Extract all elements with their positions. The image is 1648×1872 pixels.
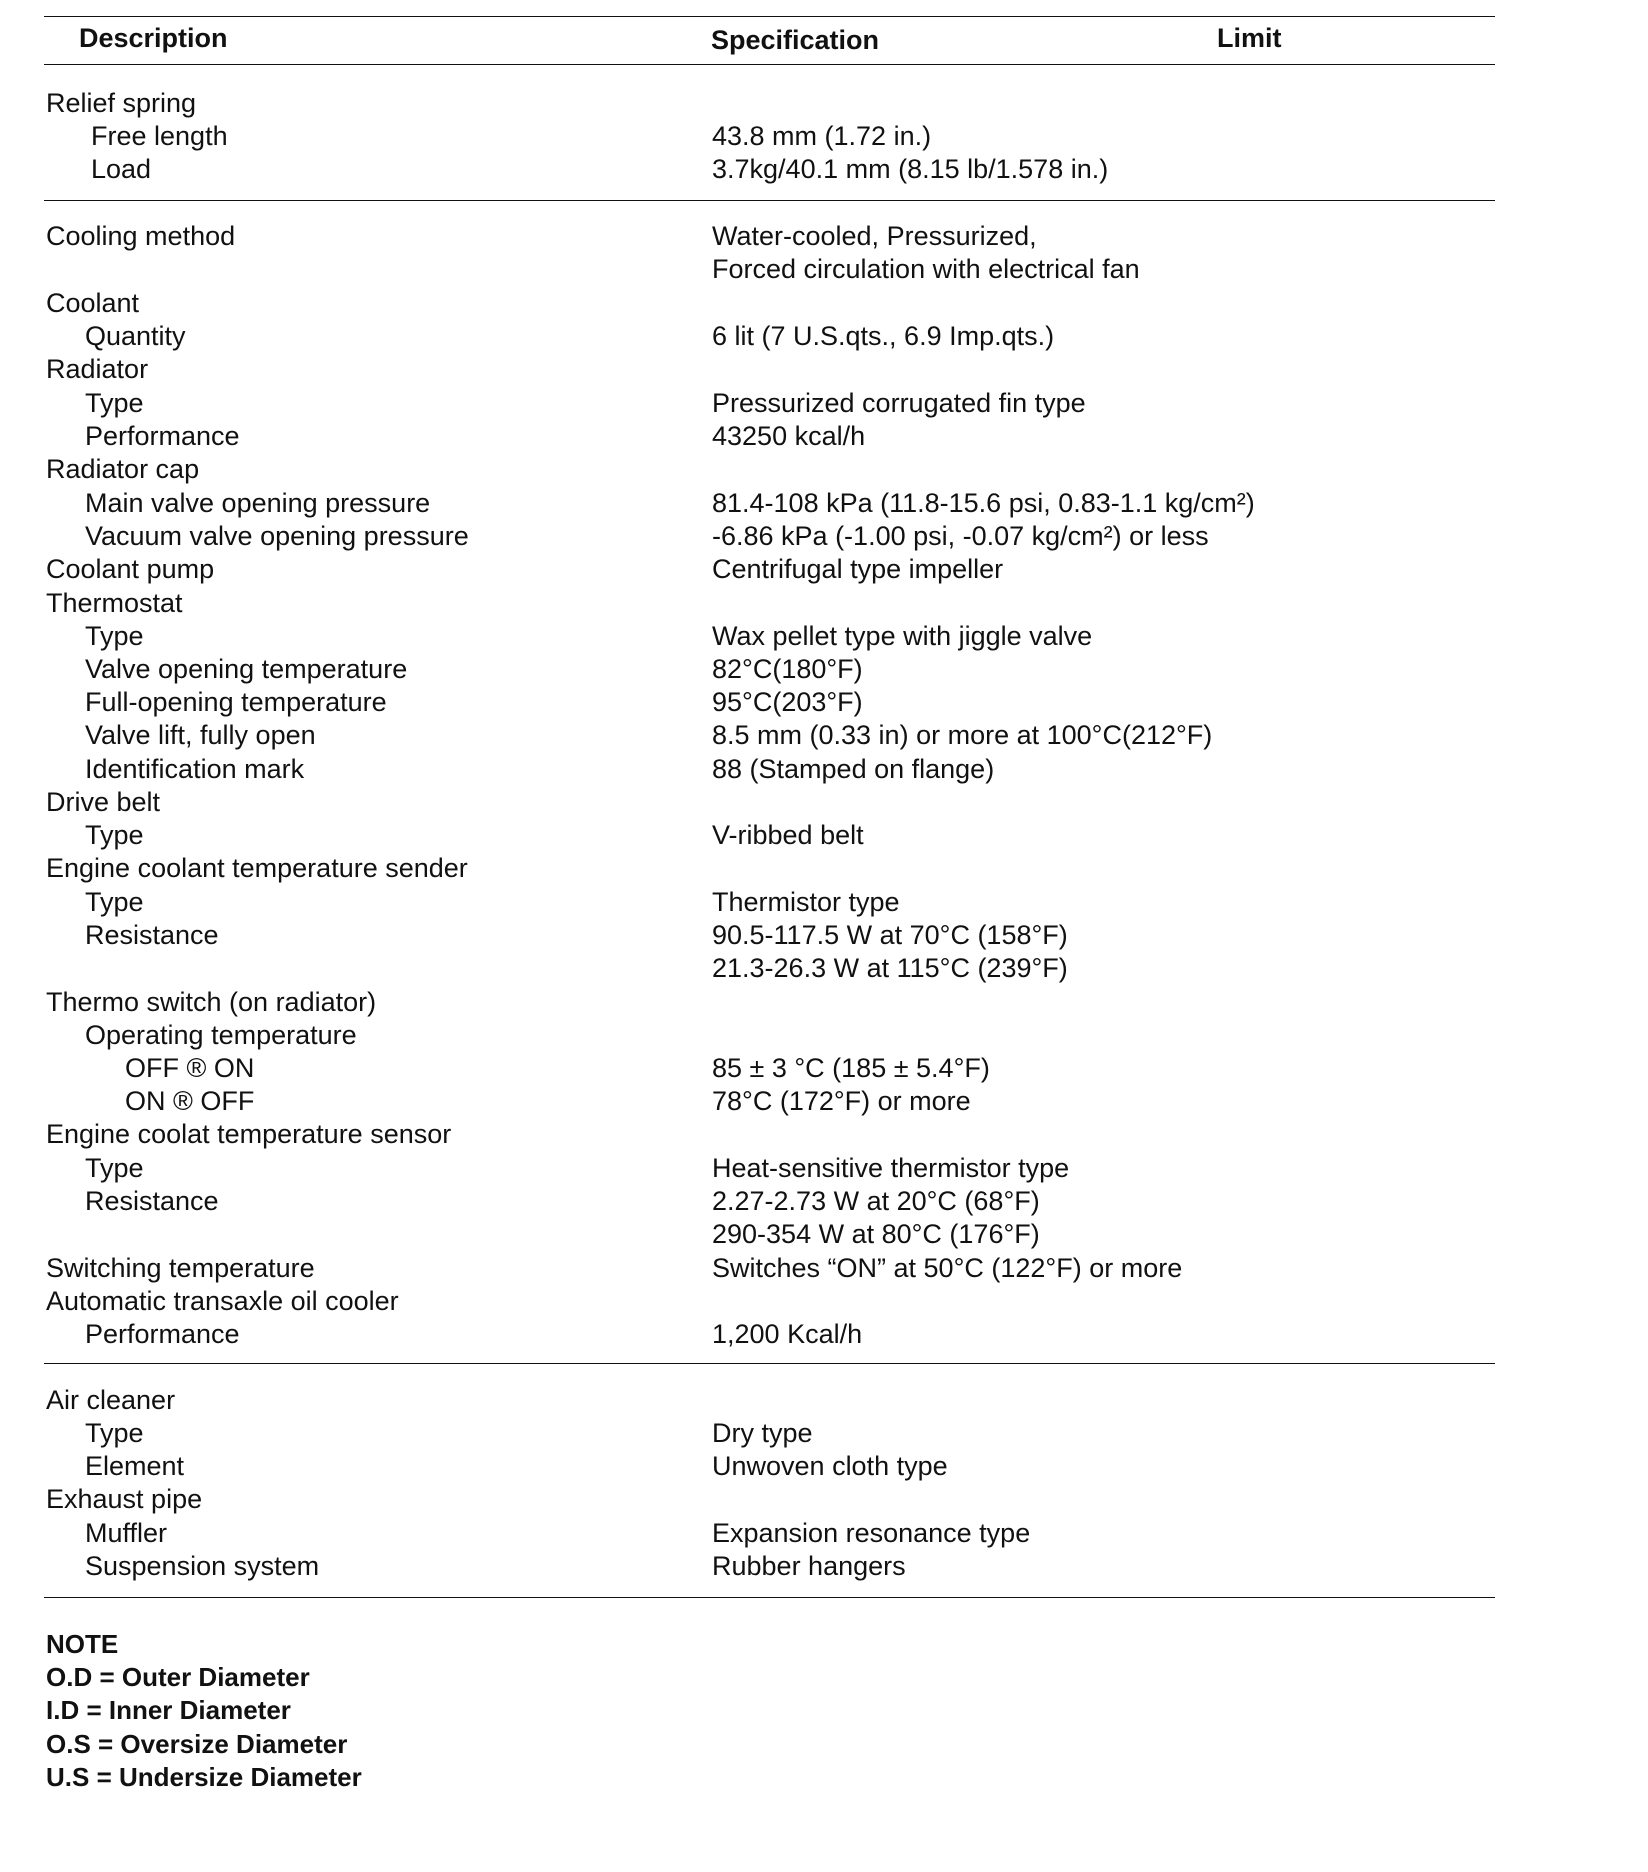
- row-specification: 290-354 W at 80°C (176°F): [712, 1219, 1040, 1249]
- row-description: Air cleaner: [46, 1385, 176, 1415]
- col-header-specification: Specification: [711, 25, 880, 55]
- row-specification: Rubber hangers: [712, 1551, 906, 1581]
- spec-row: [0, 985, 1560, 1019]
- spec-row: [0, 352, 1560, 386]
- row-specification: Centrifugal type impeller: [712, 554, 1004, 584]
- row-description: Performance: [85, 421, 240, 451]
- row-specification: V-ribbed belt: [712, 820, 864, 850]
- row-specification: 78°C (172°F) or more: [712, 1086, 971, 1116]
- spec-row: [0, 1383, 1560, 1417]
- note-line: O.D = Outer Diameter: [46, 1662, 310, 1692]
- row-specification: 1,200 Kcal/h: [712, 1319, 863, 1349]
- row-specification: 43250 kcal/h: [712, 421, 866, 451]
- spec-row: [0, 785, 1560, 819]
- spec-row: [0, 951, 1560, 985]
- spec-row: [0, 1449, 1560, 1483]
- spec-row: [0, 619, 1560, 653]
- row-specification: Forced circulation with electrical fan: [712, 254, 1140, 284]
- row-description: Resistance: [85, 920, 219, 950]
- spec-row: [0, 319, 1560, 353]
- row-specification: -6.86 kPa (-1.00 psi, -0.07 kg/cm²) or less: [712, 521, 1209, 551]
- rule-header: [44, 64, 1495, 65]
- row-specification: Water-cooled, Pressurized,: [712, 221, 1037, 251]
- row-specification: 88 (Stamped on flange): [712, 754, 995, 784]
- row-specification: 2.27-2.73 W at 20°C (68°F): [712, 1186, 1040, 1216]
- spec-row: [0, 652, 1560, 686]
- row-specification: Dry type: [712, 1418, 813, 1448]
- spec-row: [0, 86, 1560, 120]
- row-description: Identification mark: [85, 754, 305, 784]
- row-specification: Switches “ON” at 50°C (122°F) or more: [712, 1253, 1183, 1283]
- row-specification: 8.5 mm (0.33 in) or more at 100°C(212°F): [712, 720, 1213, 750]
- row-specification: 43.8 mm (1.72 in.): [712, 121, 932, 151]
- spec-row: [0, 918, 1560, 952]
- row-specification: 3.7kg/40.1 mm (8.15 lb/1.578 in.): [712, 154, 1109, 184]
- spec-row: [0, 752, 1560, 786]
- row-specification: 81.4-108 kPa (11.8-15.6 psi, 0.83-1.1 kg/cm²): [712, 488, 1255, 518]
- spec-row: [0, 486, 1560, 520]
- note-line: I.D = Inner Diameter: [46, 1695, 291, 1725]
- row-description: Performance: [85, 1319, 240, 1349]
- row-description: Type: [85, 820, 144, 850]
- rule-section-1: [44, 200, 1495, 201]
- spec-row: [0, 419, 1560, 453]
- note-line: O.S = Oversize Diameter: [46, 1729, 348, 1759]
- spec-row: [0, 1217, 1560, 1251]
- row-description: Radiator cap: [46, 454, 200, 484]
- spec-row: [0, 685, 1560, 719]
- row-description: Cooling method: [46, 221, 236, 251]
- spec-row: [0, 1184, 1560, 1218]
- row-description: Valve opening temperature: [85, 654, 408, 684]
- spec-row: [0, 1117, 1560, 1151]
- col-header-description: Description: [79, 23, 228, 53]
- row-description: Free length: [91, 121, 228, 151]
- spec-row: [0, 519, 1560, 553]
- row-description: Suspension system: [85, 1551, 320, 1581]
- row-description: Automatic transaxle oil cooler: [46, 1286, 399, 1316]
- row-description: Engine coolant temperature sender: [46, 853, 468, 883]
- spec-row: [0, 1549, 1560, 1583]
- spec-row: [0, 1018, 1560, 1052]
- row-specification: 6 lit (7 U.S.qts., 6.9 Imp.qts.): [712, 321, 1055, 351]
- rule-top: [44, 16, 1495, 17]
- row-description: Full-opening temperature: [85, 687, 387, 717]
- row-description: Main valve opening pressure: [85, 488, 431, 518]
- spec-row: [0, 1084, 1560, 1118]
- row-description: Type: [85, 1418, 144, 1448]
- row-description: Type: [85, 388, 144, 418]
- row-description: Drive belt: [46, 787, 161, 817]
- spec-row: [0, 286, 1560, 320]
- row-description: Exhaust pipe: [46, 1484, 203, 1514]
- row-description: Element: [85, 1451, 185, 1481]
- spec-row: [0, 851, 1560, 885]
- row-description: Resistance: [85, 1186, 219, 1216]
- row-description: Load: [91, 154, 152, 184]
- rule-section-2: [44, 1363, 1495, 1364]
- row-specification: 85 ± 3 °C (185 ± 5.4°F): [712, 1053, 990, 1083]
- col-header-limit: Limit: [1217, 23, 1282, 53]
- row-specification: Thermistor type: [712, 887, 900, 917]
- note-line: U.S = Undersize Diameter: [46, 1762, 362, 1792]
- row-description: Coolant pump: [46, 554, 215, 584]
- row-description: Coolant: [46, 288, 140, 318]
- spec-row: [0, 818, 1560, 852]
- spec-row: [0, 885, 1560, 919]
- row-specification: Unwoven cloth type: [712, 1451, 948, 1481]
- row-description: Radiator: [46, 354, 149, 384]
- row-description: Relief spring: [46, 88, 197, 118]
- row-description: Switching temperature: [46, 1253, 315, 1283]
- row-description: OFF ® ON: [125, 1053, 255, 1083]
- spec-row: [0, 1251, 1560, 1285]
- rule-bottom: [44, 1597, 1495, 1598]
- spec-row: [0, 1284, 1560, 1318]
- row-specification: Expansion resonance type: [712, 1518, 1031, 1548]
- spec-row: [0, 1516, 1560, 1550]
- spec-row: [0, 252, 1560, 286]
- spec-row: [0, 552, 1560, 586]
- row-description: Vacuum valve opening pressure: [85, 521, 469, 551]
- spec-row: [0, 452, 1560, 486]
- spec-row: [0, 1317, 1560, 1351]
- spec-row: [0, 219, 1560, 253]
- row-description: Type: [85, 621, 144, 651]
- row-description: Type: [85, 1153, 144, 1183]
- spec-row: [0, 586, 1560, 620]
- row-specification: 21.3-26.3 W at 115°C (239°F): [712, 953, 1068, 983]
- row-specification: 90.5-117.5 W at 70°C (158°F): [712, 920, 1068, 950]
- note-title: NOTE: [46, 1629, 119, 1659]
- spec-row: [0, 152, 1560, 186]
- spec-row: [0, 1151, 1560, 1185]
- row-description: Engine coolat temperature sensor: [46, 1119, 452, 1149]
- row-description: Muffler: [85, 1518, 168, 1548]
- row-description: Thermostat: [46, 588, 183, 618]
- row-description: Valve lift, fully open: [85, 720, 316, 750]
- row-description: Thermo switch (on radiator): [46, 987, 377, 1017]
- spec-row: [0, 718, 1560, 752]
- row-specification: Heat-sensitive thermistor type: [712, 1153, 1070, 1183]
- row-description: Type: [85, 887, 144, 917]
- spec-row: [0, 1482, 1560, 1516]
- spec-row: [0, 119, 1560, 153]
- row-description: Quantity: [85, 321, 186, 351]
- spec-row: [0, 386, 1560, 420]
- row-description: ON ® OFF: [125, 1086, 255, 1116]
- row-specification: 95°C(203°F): [712, 687, 863, 717]
- row-specification: Wax pellet type with jiggle valve: [712, 621, 1093, 651]
- spec-row: [0, 1416, 1560, 1450]
- spec-row: [0, 1051, 1560, 1085]
- row-description: Operating temperature: [85, 1020, 357, 1050]
- row-specification: Pressurized corrugated fin type: [712, 388, 1086, 418]
- row-specification: 82°C(180°F): [712, 654, 863, 684]
